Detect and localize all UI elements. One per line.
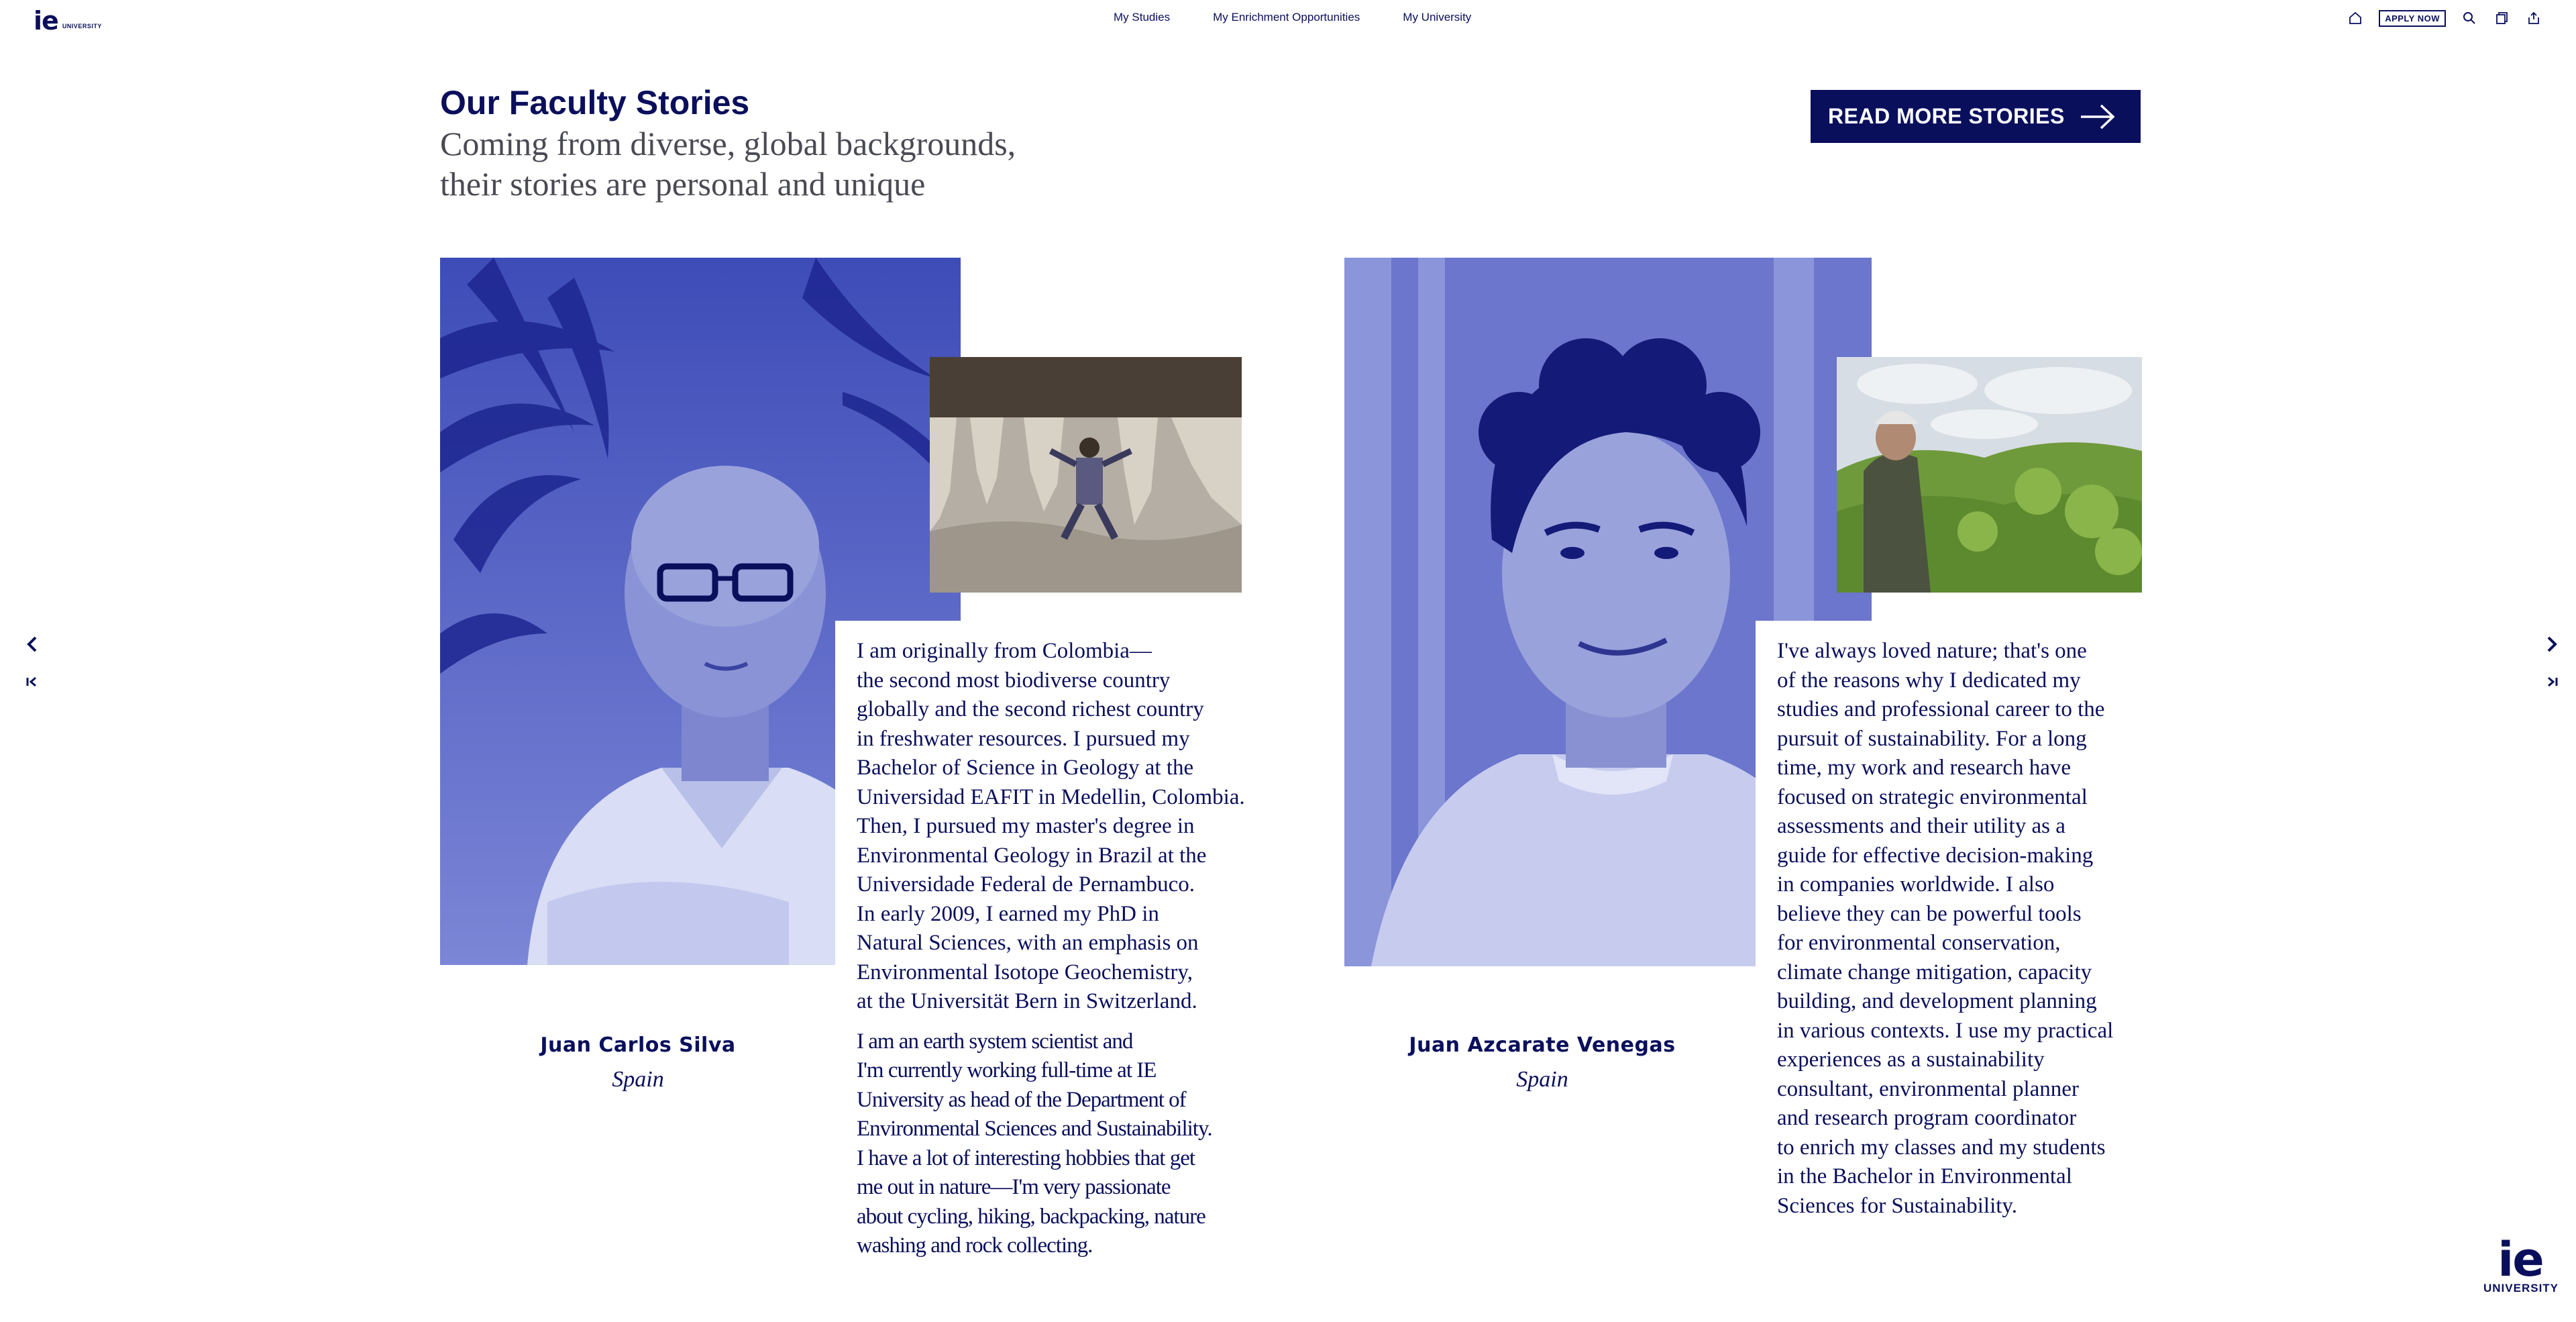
ie-university-logo-footer[interactable] <box>2483 1232 2559 1295</box>
faculty-name-juan-carlos-silva: Juan Carlos Silva <box>540 1033 736 1057</box>
search-icon[interactable] <box>2461 9 2478 27</box>
chevron-left-icon <box>25 635 39 654</box>
faculty-fieldwork-photo-cave <box>930 357 1242 593</box>
chevron-right-icon <box>2545 635 2559 654</box>
section-title: Our Faculty Stories <box>440 84 750 121</box>
faculty-country-juan-carlos-silva: Spain <box>612 1067 664 1092</box>
faculty-story-juan-azcarate-venegas <box>1756 621 2155 1221</box>
subtitle-line-1: Coming from diverse, global backgrounds, <box>440 125 1016 162</box>
read-more-stories-button[interactable] <box>1811 90 2141 143</box>
copy-icon[interactable] <box>2493 9 2510 27</box>
arrow-right-icon <box>2080 103 2116 130</box>
first-slide-button[interactable] <box>20 671 44 693</box>
header-tools <box>2347 8 2542 28</box>
story-paragraph-1: I've always loved nature; that's one of the reasons why I dedicated my studies and professional career to the pursuit of sustainability. For a long time, my work and research have focused on strategic environmental assessments and their utility as a guide for effective decision-making in companies worldwide. I also believe they can be powerful tools for environmental conservation, climate change mitigation, capacity building, and development planning in various contexts. I use my practical experiences as a sustainability consultant, environmental planner and research program coordinator to enrich my classes and my students in the Bachelor in Environmental Sciences for Sustainability. <box>1777 639 2114 1218</box>
faculty-name-juan-azcarate-venegas: Juan Azcarate Venegas <box>1409 1033 1676 1057</box>
top-bar <box>0 0 2576 38</box>
footer-logo-subtext: UNIVERSITY <box>2483 1282 2559 1294</box>
skip-last-icon <box>2544 676 2559 688</box>
subtitle-line-2: their stories are personal and unique <box>440 165 926 203</box>
main-nav <box>1114 11 1471 24</box>
nav-my-enrichment-opportunities[interactable]: My Enrichment Opportunities <box>1213 11 1360 23</box>
nav-my-studies[interactable]: My Studies <box>1114 11 1171 23</box>
previous-button[interactable] <box>20 631 44 658</box>
read-more-stories-label: READ MORE STORIES <box>1828 104 2065 128</box>
section-subtitle <box>440 123 1178 204</box>
share-icon[interactable] <box>2525 9 2542 27</box>
footer-logo-text: ie <box>2498 1232 2543 1287</box>
story-paragraph-1: I am originally from Colombia— the second most biodiverse country globally and the second richest country in freshwater resources. I pursued my Bachelor of Science in Geology at the Universidad EAFIT in Medellin, Colombia. Then, I pursued my master's degree in Environmental Geology in Brazil at the Universidade Federal de Pernambuco. In early 2009, I earned my PhD in Natural Sciences, with an emphasis on Environmental Isotope Geochemistry, at the Universität Bern in Switzerland. <box>857 639 1245 1013</box>
story-paragraph-2: I am an earth system scientist and I'm currently working full-time at IE University as head of the Department of Environmental Sciences and Sustainability. I have a lot of interesting hobbies that get me out in nature—I'm very passionate about cycling, hiking, backpacking, nature washing and rock collecting. <box>857 1029 1212 1258</box>
faculty-fieldwork-photo-forest <box>1837 357 2142 593</box>
faculty-country-juan-azcarate-venegas: Spain <box>1516 1067 1568 1092</box>
ie-university-logo[interactable] <box>34 7 102 34</box>
nav-my-university[interactable]: My University <box>1403 11 1472 23</box>
home-icon[interactable] <box>2347 9 2364 27</box>
next-button[interactable] <box>2540 631 2564 658</box>
apply-now-button[interactable]: APPLY NOW <box>2379 10 2446 27</box>
logo-text: ie <box>34 6 58 36</box>
last-slide-button[interactable] <box>2540 671 2564 693</box>
skip-first-icon <box>25 676 40 688</box>
faculty-story-juan-carlos-silva <box>835 621 1265 1261</box>
logo-subtext: UNIVERSITY <box>62 23 102 30</box>
